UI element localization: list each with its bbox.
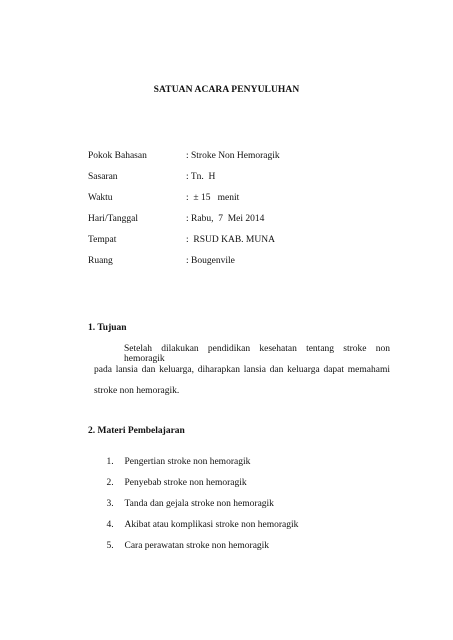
- section-heading-tujuan: 1. Tujuan: [88, 323, 127, 333]
- info-value: : Bougenvile: [186, 256, 235, 266]
- paragraph-line: pada lansia dan keluarga, diharapkan lansia dan keluarga dapat memahami: [94, 365, 390, 375]
- info-label: Waktu: [88, 193, 113, 203]
- info-row-sasaran: [88, 172, 408, 186]
- info-row-tempat: [88, 235, 408, 249]
- info-label: Hari/Tanggal: [88, 214, 138, 224]
- list-text: Pengertian stroke non hemoragik: [124, 457, 251, 467]
- list-number: 5.: [106, 541, 114, 551]
- list-item: [97, 531, 269, 561]
- info-value: : Stroke Non Hemoragik: [186, 151, 280, 161]
- info-value: : Tn. H: [186, 172, 216, 182]
- list-number: 1.: [106, 457, 114, 467]
- list-text: Tanda dan gejala stroke non hemoragik: [124, 499, 274, 509]
- list-text: Cara perawatan stroke non hemoragik: [124, 541, 270, 551]
- list-text: Penyebab stroke non hemoragik: [124, 478, 247, 488]
- list-text: Akibat atau komplikasi stroke non hemoragik: [124, 520, 299, 530]
- info-value: : RSUD KAB. MUNA: [186, 235, 275, 245]
- document-title: SATUAN ACARA PENYULUHAN: [153, 85, 300, 95]
- list-number: 2.: [106, 478, 114, 488]
- info-row-hari-tanggal: [88, 214, 408, 228]
- info-value: : Rabu, 7 Mei 2014: [186, 214, 265, 224]
- info-row-pokok-bahasan: [88, 151, 408, 165]
- info-value: : ± 15 menit: [186, 193, 240, 203]
- info-row-waktu: [88, 193, 408, 207]
- info-label: Ruang: [88, 256, 113, 266]
- paragraph-line: Setelah dilakukan pendidikan kesehatan tentang stroke non hemoragik: [124, 344, 390, 364]
- info-label: Pokok Bahasan: [88, 151, 147, 161]
- info-label: Tempat: [88, 235, 117, 245]
- section-heading-materi: 2. Materi Pembelajaran: [88, 426, 185, 436]
- list-number: 3.: [106, 499, 114, 509]
- info-row-ruang: [88, 256, 408, 270]
- paragraph-line: stroke non hemoragik.: [94, 386, 180, 396]
- info-label: Sasaran: [88, 172, 118, 182]
- list-number: 4.: [106, 520, 114, 530]
